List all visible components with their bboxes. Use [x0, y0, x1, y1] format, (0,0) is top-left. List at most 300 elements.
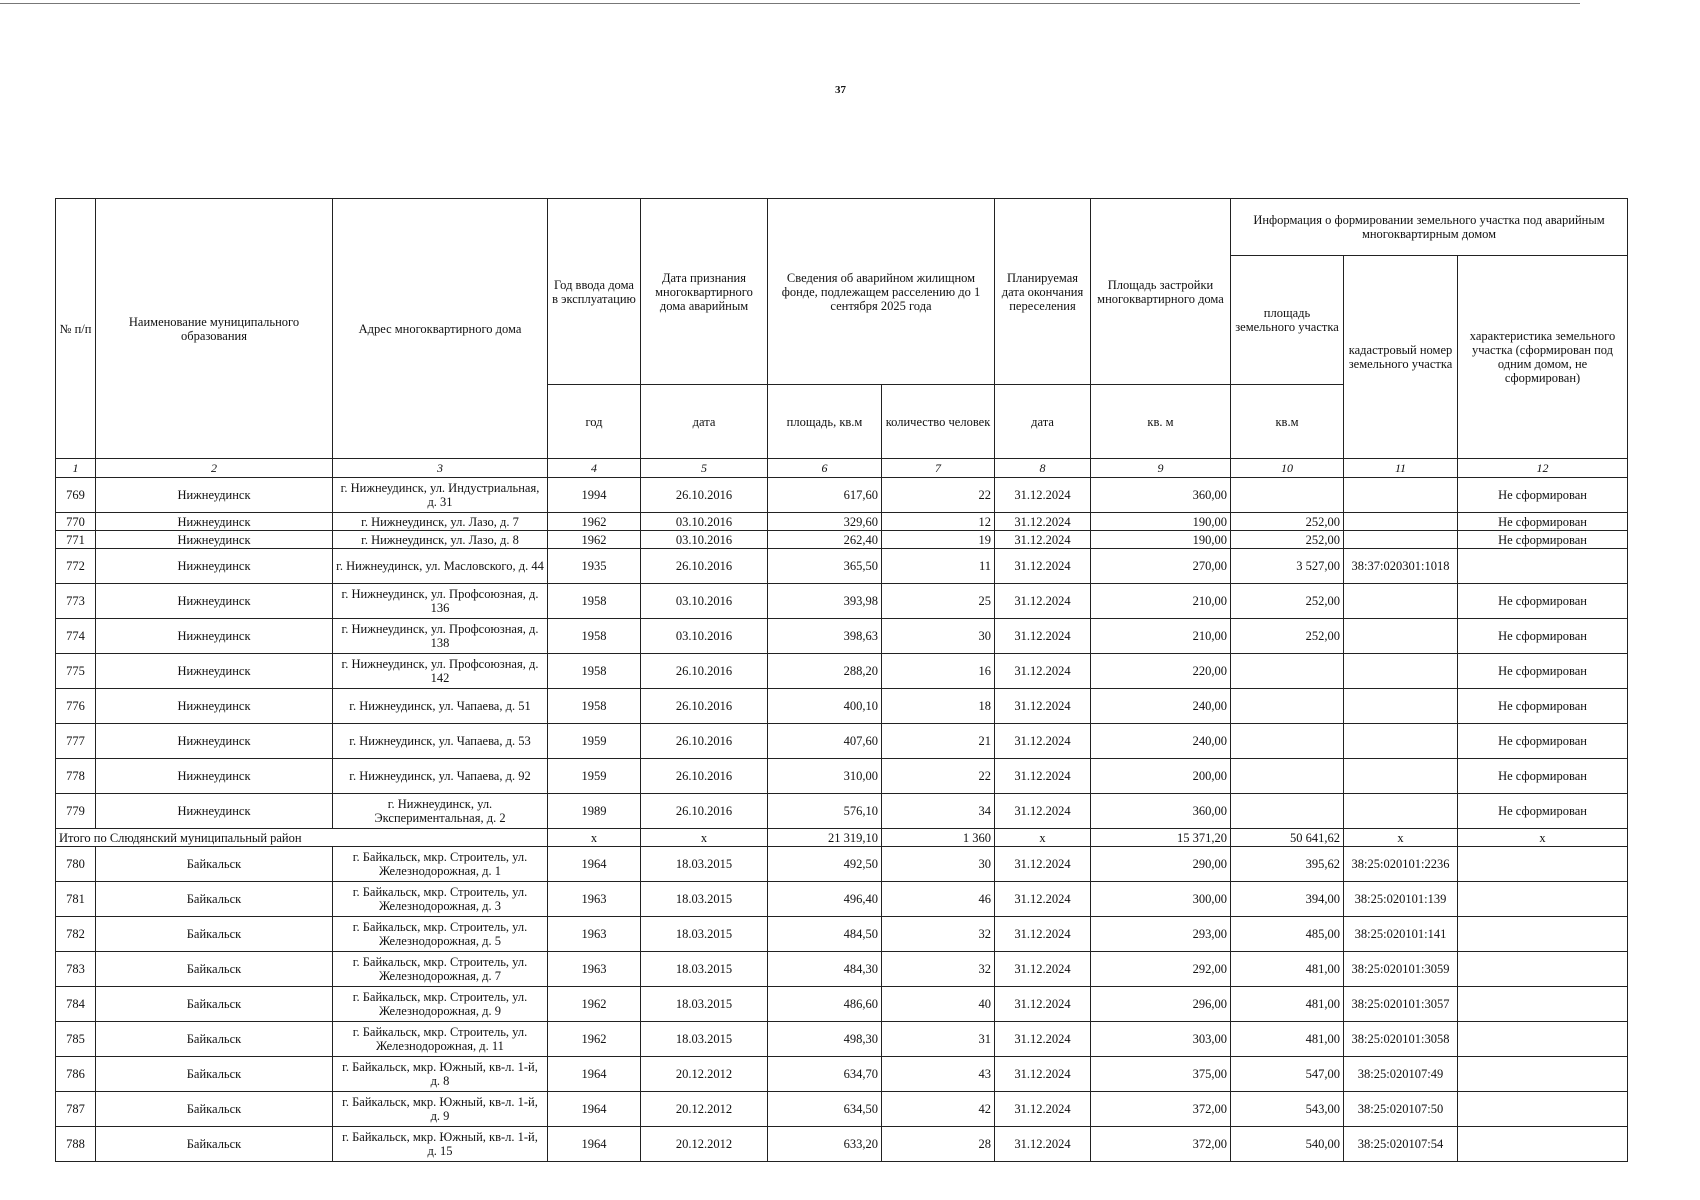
municipality-cell: Нижнеудинск — [96, 794, 333, 829]
header-municipality: Наименование муниципального образования — [96, 199, 333, 459]
land-area-cell: 547,00 — [1231, 1057, 1344, 1092]
characteristic-cell — [1458, 549, 1628, 584]
municipality-cell: Байкальск — [96, 952, 333, 987]
row-number: 786 — [56, 1057, 96, 1092]
cadastral-cell: 38:25:020101:3059 — [1344, 952, 1458, 987]
land-area-cell: 252,00 — [1231, 513, 1344, 531]
characteristic-cell — [1458, 1092, 1628, 1127]
built-area-cell: 360,00 — [1091, 794, 1231, 829]
year-cell: 1994 — [548, 478, 641, 513]
planned-date-cell: 31.12.2024 — [995, 689, 1091, 724]
characteristic-cell: Не сформирован — [1458, 531, 1628, 549]
header-land-area: площадь земельного участка — [1231, 256, 1344, 385]
column-number: 1 — [56, 459, 96, 478]
planned-date-cell: 31.12.2024 — [995, 759, 1091, 794]
land-area-cell — [1231, 654, 1344, 689]
area-cell: 633,20 — [768, 1127, 882, 1162]
area-cell: 498,30 — [768, 1022, 882, 1057]
row-number: 770 — [56, 513, 96, 531]
area-cell: 484,30 — [768, 952, 882, 987]
planned-date-cell: 31.12.2024 — [995, 513, 1091, 531]
cadastral-cell: 38:25:020107:50 — [1344, 1092, 1458, 1127]
built-area-cell: 360,00 — [1091, 478, 1231, 513]
people-cell: 16 — [882, 654, 995, 689]
cadastral-cell — [1344, 478, 1458, 513]
total-date: x — [641, 829, 768, 847]
area-cell: 634,70 — [768, 1057, 882, 1092]
subheader-planned-date: дата — [995, 385, 1091, 459]
top-rule — [0, 3, 1580, 4]
subheader-built-unit: кв. м — [1091, 385, 1231, 459]
year-cell: 1964 — [548, 1092, 641, 1127]
recognition-date-cell: 03.10.2016 — [641, 619, 768, 654]
address-cell: г. Нижнеудинск, ул. Индустриальная, д. 31 — [333, 478, 548, 513]
people-cell: 32 — [882, 917, 995, 952]
total-area: 21 319,10 — [768, 829, 882, 847]
cadastral-cell — [1344, 794, 1458, 829]
people-cell: 21 — [882, 724, 995, 759]
municipality-cell: Байкальск — [96, 1022, 333, 1057]
municipality-cell: Нижнеудинск — [96, 549, 333, 584]
people-cell: 22 — [882, 759, 995, 794]
cadastral-cell — [1344, 689, 1458, 724]
built-area-cell: 300,00 — [1091, 882, 1231, 917]
people-cell: 22 — [882, 478, 995, 513]
recognition-date-cell: 26.10.2016 — [641, 654, 768, 689]
built-area-cell: 220,00 — [1091, 654, 1231, 689]
characteristic-cell: Не сформирован — [1458, 794, 1628, 829]
column-number: 3 — [333, 459, 548, 478]
planned-date-cell: 31.12.2024 — [995, 584, 1091, 619]
land-area-cell: 395,62 — [1231, 847, 1344, 882]
land-area-cell — [1231, 724, 1344, 759]
header-planned-date: Планируемая дата окончания переселения — [995, 199, 1091, 385]
planned-date-cell: 31.12.2024 — [995, 1057, 1091, 1092]
area-cell: 288,20 — [768, 654, 882, 689]
land-area-cell: 543,00 — [1231, 1092, 1344, 1127]
row-number: 782 — [56, 917, 96, 952]
built-area-cell: 303,00 — [1091, 1022, 1231, 1057]
people-cell: 28 — [882, 1127, 995, 1162]
municipality-cell: Нижнеудинск — [96, 724, 333, 759]
people-cell: 42 — [882, 1092, 995, 1127]
header-built-area: Площадь застройки многоквартирного дома — [1091, 199, 1231, 385]
subheader-area: площадь, кв.м — [768, 385, 882, 459]
recognition-date-cell: 26.10.2016 — [641, 759, 768, 794]
page-number: 37 — [835, 84, 846, 96]
planned-date-cell: 31.12.2024 — [995, 1127, 1091, 1162]
planned-date-cell: 31.12.2024 — [995, 531, 1091, 549]
column-number: 6 — [768, 459, 882, 478]
characteristic-cell: Не сформирован — [1458, 584, 1628, 619]
address-cell: г. Нижнеудинск, ул. Экспериментальная, д. 2 — [333, 794, 548, 829]
recognition-date-cell: 26.10.2016 — [641, 689, 768, 724]
table-row — [56, 1092, 1628, 1127]
land-area-cell: 252,00 — [1231, 584, 1344, 619]
characteristic-cell: Не сформирован — [1458, 513, 1628, 531]
municipality-cell: Байкальск — [96, 882, 333, 917]
people-cell: 40 — [882, 987, 995, 1022]
row-number: 775 — [56, 654, 96, 689]
column-number: 12 — [1458, 459, 1628, 478]
area-cell: 407,60 — [768, 724, 882, 759]
column-number: 5 — [641, 459, 768, 478]
address-cell: г. Нижнеудинск, ул. Лазо, д. 8 — [333, 531, 548, 549]
table-row — [56, 1022, 1628, 1057]
cadastral-cell: 38:25:020101:3058 — [1344, 1022, 1458, 1057]
table-row — [56, 654, 1628, 689]
land-area-cell: 481,00 — [1231, 952, 1344, 987]
characteristic-cell: Не сформирован — [1458, 759, 1628, 794]
planned-date-cell: 31.12.2024 — [995, 987, 1091, 1022]
row-number: 778 — [56, 759, 96, 794]
row-number: 787 — [56, 1092, 96, 1127]
built-area-cell: 270,00 — [1091, 549, 1231, 584]
recognition-date-cell: 20.12.2012 — [641, 1057, 768, 1092]
people-cell: 11 — [882, 549, 995, 584]
row-number: 785 — [56, 1022, 96, 1057]
year-cell: 1958 — [548, 654, 641, 689]
characteristic-cell: Не сформирован — [1458, 619, 1628, 654]
cadastral-cell: 38:25:020101:3057 — [1344, 987, 1458, 1022]
table-row — [56, 759, 1628, 794]
subheader-people: количество человек — [882, 385, 995, 459]
table-row — [56, 689, 1628, 724]
subheader-date: дата — [641, 385, 768, 459]
built-area-cell: 293,00 — [1091, 917, 1231, 952]
year-cell: 1962 — [548, 1022, 641, 1057]
year-cell: 1958 — [548, 584, 641, 619]
land-area-cell — [1231, 794, 1344, 829]
table-row — [56, 724, 1628, 759]
row-number: 788 — [56, 1127, 96, 1162]
characteristic-cell — [1458, 882, 1628, 917]
recognition-date-cell: 20.12.2012 — [641, 1127, 768, 1162]
column-number: 10 — [1231, 459, 1344, 478]
planned-date-cell: 31.12.2024 — [995, 917, 1091, 952]
address-cell: г. Нижнеудинск, ул. Чапаева, д. 51 — [333, 689, 548, 724]
people-cell: 34 — [882, 794, 995, 829]
header-emergency-fund: Сведения об аварийном жилищном фонде, подлежащем расселению до 1 сентября 2025 года — [768, 199, 995, 385]
cadastral-cell — [1344, 654, 1458, 689]
year-cell: 1963 — [548, 952, 641, 987]
address-cell: г. Байкальск, мкр. Строитель, ул. Железнодорожная, д. 11 — [333, 1022, 548, 1057]
characteristic-cell — [1458, 917, 1628, 952]
characteristic-cell: Не сформирован — [1458, 654, 1628, 689]
area-cell: 484,50 — [768, 917, 882, 952]
built-area-cell: 190,00 — [1091, 513, 1231, 531]
total-people: 1 360 — [882, 829, 995, 847]
built-area-cell: 200,00 — [1091, 759, 1231, 794]
characteristic-cell — [1458, 847, 1628, 882]
total-year: x — [548, 829, 641, 847]
address-cell: г. Байкальск, мкр. Южный, кв-л. 1-й, д. 8 — [333, 1057, 548, 1092]
characteristic-cell — [1458, 952, 1628, 987]
column-number: 9 — [1091, 459, 1231, 478]
area-cell: 310,00 — [768, 759, 882, 794]
year-cell: 1989 — [548, 794, 641, 829]
column-number: 4 — [548, 459, 641, 478]
table-row — [56, 917, 1628, 952]
area-cell: 496,40 — [768, 882, 882, 917]
built-area-cell: 375,00 — [1091, 1057, 1231, 1092]
cadastral-cell — [1344, 513, 1458, 531]
area-cell: 398,63 — [768, 619, 882, 654]
subheader-land-unit: кв.м — [1231, 385, 1344, 459]
year-cell: 1962 — [548, 513, 641, 531]
table-row — [56, 794, 1628, 829]
year-cell: 1963 — [548, 882, 641, 917]
land-area-cell: 252,00 — [1231, 619, 1344, 654]
address-cell: г. Байкальск, мкр. Южный, кв-л. 1-й, д. 15 — [333, 1127, 548, 1162]
address-cell: г. Нижнеудинск, ул. Лазо, д. 7 — [333, 513, 548, 531]
recognition-date-cell: 18.03.2015 — [641, 917, 768, 952]
people-cell: 43 — [882, 1057, 995, 1092]
land-area-cell: 3 527,00 — [1231, 549, 1344, 584]
table-row — [56, 584, 1628, 619]
address-cell: г. Байкальск, мкр. Строитель, ул. Железнодорожная, д. 1 — [333, 847, 548, 882]
area-cell: 576,10 — [768, 794, 882, 829]
header-year: Год ввода дома в эксплуатацию — [548, 199, 641, 385]
municipality-cell: Байкальск — [96, 1127, 333, 1162]
row-number: 784 — [56, 987, 96, 1022]
address-cell: г. Нижнеудинск, ул. Профсоюзная, д. 142 — [333, 654, 548, 689]
municipality-cell: Байкальск — [96, 847, 333, 882]
address-cell: г. Байкальск, мкр. Строитель, ул. Железнодорожная, д. 7 — [333, 952, 548, 987]
year-cell: 1935 — [548, 549, 641, 584]
header-number: № п/п — [56, 199, 96, 459]
planned-date-cell: 31.12.2024 — [995, 794, 1091, 829]
address-cell: г. Нижнеудинск, ул. Профсоюзная, д. 136 — [333, 584, 548, 619]
land-area-cell — [1231, 689, 1344, 724]
address-cell: г. Байкальск, мкр. Южный, кв-л. 1-й, д. 9 — [333, 1092, 548, 1127]
cadastral-cell: 38:25:020101:139 — [1344, 882, 1458, 917]
table-row — [56, 549, 1628, 584]
table-row — [56, 1127, 1628, 1162]
row-number: 776 — [56, 689, 96, 724]
row-number: 781 — [56, 882, 96, 917]
characteristic-cell: Не сформирован — [1458, 478, 1628, 513]
people-cell: 31 — [882, 1022, 995, 1057]
municipality-cell: Нижнеудинск — [96, 689, 333, 724]
table-body-nizhneudinsk — [56, 478, 1628, 829]
table-row — [56, 619, 1628, 654]
column-number: 8 — [995, 459, 1091, 478]
planned-date-cell: 31.12.2024 — [995, 478, 1091, 513]
land-area-cell: 252,00 — [1231, 531, 1344, 549]
municipality-cell: Нижнеудинск — [96, 513, 333, 531]
recognition-date-cell: 26.10.2016 — [641, 549, 768, 584]
address-cell: г. Нижнеудинск, ул. Чапаева, д. 53 — [333, 724, 548, 759]
planned-date-cell: 31.12.2024 — [995, 724, 1091, 759]
header-land-characteristic: характеристика земельного участка (сформирован под одним домом, не сформирован) — [1458, 256, 1628, 459]
year-cell: 1963 — [548, 917, 641, 952]
recognition-date-cell: 26.10.2016 — [641, 794, 768, 829]
municipality-cell: Нижнеудинск — [96, 478, 333, 513]
address-cell: г. Байкальск, мкр. Строитель, ул. Железнодорожная, д. 3 — [333, 882, 548, 917]
land-area-cell — [1231, 759, 1344, 794]
planned-date-cell: 31.12.2024 — [995, 847, 1091, 882]
municipality-cell: Нижнеудинск — [96, 531, 333, 549]
recognition-date-cell: 26.10.2016 — [641, 724, 768, 759]
area-cell: 492,50 — [768, 847, 882, 882]
municipality-cell: Нижнеудинск — [96, 584, 333, 619]
year-cell: 1962 — [548, 531, 641, 549]
people-cell: 32 — [882, 952, 995, 987]
built-area-cell: 372,00 — [1091, 1127, 1231, 1162]
column-number: 11 — [1344, 459, 1458, 478]
planned-date-cell: 31.12.2024 — [995, 882, 1091, 917]
address-cell: г. Нижнеудинск, ул. Чапаева, д. 92 — [333, 759, 548, 794]
year-cell: 1964 — [548, 847, 641, 882]
built-area-cell: 372,00 — [1091, 1092, 1231, 1127]
land-area-cell: 540,00 — [1231, 1127, 1344, 1162]
people-cell: 30 — [882, 847, 995, 882]
year-cell: 1964 — [548, 1057, 641, 1092]
table-row — [56, 478, 1628, 513]
total-built-area: 15 371,20 — [1091, 829, 1231, 847]
table-row — [56, 882, 1628, 917]
row-number: 769 — [56, 478, 96, 513]
recognition-date-cell: 18.03.2015 — [641, 952, 768, 987]
planned-date-cell: 31.12.2024 — [995, 619, 1091, 654]
people-cell: 30 — [882, 619, 995, 654]
municipality-cell: Нижнеудинск — [96, 759, 333, 794]
year-cell: 1958 — [548, 689, 641, 724]
column-number-row — [56, 459, 1628, 478]
characteristic-cell: Не сформирован — [1458, 724, 1628, 759]
address-cell: г. Нижнеудинск, ул. Масловского, д. 44 — [333, 549, 548, 584]
header-land-info: Информация о формировании земельного участка под аварийным многоквартирным домом — [1231, 199, 1628, 256]
built-area-cell: 296,00 — [1091, 987, 1231, 1022]
area-cell: 365,50 — [768, 549, 882, 584]
subheader-year: год — [548, 385, 641, 459]
table-row — [56, 847, 1628, 882]
recognition-date-cell: 18.03.2015 — [641, 1022, 768, 1057]
characteristic-cell — [1458, 1057, 1628, 1092]
people-cell: 25 — [882, 584, 995, 619]
year-cell: 1959 — [548, 724, 641, 759]
recognition-date-cell: 03.10.2016 — [641, 584, 768, 619]
cadastral-cell — [1344, 759, 1458, 794]
area-cell: 486,60 — [768, 987, 882, 1022]
built-area-cell: 240,00 — [1091, 689, 1231, 724]
area-cell: 400,10 — [768, 689, 882, 724]
characteristic-cell: Не сформирован — [1458, 689, 1628, 724]
table-row — [56, 1057, 1628, 1092]
land-area-cell: 481,00 — [1231, 1022, 1344, 1057]
table-header — [56, 199, 1628, 478]
recognition-date-cell: 18.03.2015 — [641, 847, 768, 882]
area-cell: 634,50 — [768, 1092, 882, 1127]
municipality-cell: Байкальск — [96, 1092, 333, 1127]
table-total — [56, 829, 1628, 847]
land-area-cell — [1231, 478, 1344, 513]
characteristic-cell — [1458, 987, 1628, 1022]
cadastral-cell: 38:25:020107:54 — [1344, 1127, 1458, 1162]
total-characteristic: x — [1458, 829, 1628, 847]
total-land-area: 50 641,62 — [1231, 829, 1344, 847]
characteristic-cell — [1458, 1127, 1628, 1162]
address-cell: г. Байкальск, мкр. Строитель, ул. Железнодорожная, д. 5 — [333, 917, 548, 952]
row-number: 772 — [56, 549, 96, 584]
total-label: Итого по Слюдянский муниципальный район — [56, 829, 548, 847]
land-area-cell: 485,00 — [1231, 917, 1344, 952]
total-row — [56, 829, 1628, 847]
row-number: 780 — [56, 847, 96, 882]
municipality-cell: Байкальск — [96, 987, 333, 1022]
land-area-cell: 394,00 — [1231, 882, 1344, 917]
table-row — [56, 952, 1628, 987]
area-cell: 393,98 — [768, 584, 882, 619]
planned-date-cell: 31.12.2024 — [995, 549, 1091, 584]
cadastral-cell — [1344, 724, 1458, 759]
cadastral-cell — [1344, 531, 1458, 549]
table-body-baikalsk — [56, 847, 1628, 1162]
year-cell: 1958 — [548, 619, 641, 654]
recognition-date-cell: 03.10.2016 — [641, 531, 768, 549]
table-row — [56, 987, 1628, 1022]
cadastral-cell — [1344, 619, 1458, 654]
municipality-cell: Нижнеудинск — [96, 619, 333, 654]
people-cell: 18 — [882, 689, 995, 724]
recognition-date-cell: 18.03.2015 — [641, 882, 768, 917]
recognition-date-cell: 20.12.2012 — [641, 1092, 768, 1127]
row-number: 774 — [56, 619, 96, 654]
built-area-cell: 190,00 — [1091, 531, 1231, 549]
built-area-cell: 240,00 — [1091, 724, 1231, 759]
header-cadastral-number: кадастровый номер земельного участка — [1344, 256, 1458, 459]
cadastral-cell: 38:25:020101:141 — [1344, 917, 1458, 952]
people-cell: 12 — [882, 513, 995, 531]
register-table — [55, 198, 1628, 1162]
people-cell: 19 — [882, 531, 995, 549]
cadastral-cell — [1344, 584, 1458, 619]
total-planned: x — [995, 829, 1091, 847]
municipality-cell: Нижнеудинск — [96, 654, 333, 689]
cadastral-cell: 38:25:020107:49 — [1344, 1057, 1458, 1092]
column-number: 7 — [882, 459, 995, 478]
people-cell: 46 — [882, 882, 995, 917]
built-area-cell: 210,00 — [1091, 584, 1231, 619]
area-cell: 262,40 — [768, 531, 882, 549]
cadastral-cell: 38:25:020101:2236 — [1344, 847, 1458, 882]
planned-date-cell: 31.12.2024 — [995, 1092, 1091, 1127]
address-cell: г. Нижнеудинск, ул. Профсоюзная, д. 138 — [333, 619, 548, 654]
planned-date-cell: 31.12.2024 — [995, 1022, 1091, 1057]
land-area-cell: 481,00 — [1231, 987, 1344, 1022]
header-recognition-date: Дата признания многоквартирного дома аварийным — [641, 199, 768, 385]
cadastral-cell: 38:37:020301:1018 — [1344, 549, 1458, 584]
built-area-cell: 292,00 — [1091, 952, 1231, 987]
recognition-date-cell: 26.10.2016 — [641, 478, 768, 513]
row-number: 777 — [56, 724, 96, 759]
year-cell: 1962 — [548, 987, 641, 1022]
column-number: 2 — [96, 459, 333, 478]
recognition-date-cell: 03.10.2016 — [641, 513, 768, 531]
built-area-cell: 290,00 — [1091, 847, 1231, 882]
built-area-cell: 210,00 — [1091, 619, 1231, 654]
row-number: 771 — [56, 531, 96, 549]
municipality-cell: Байкальск — [96, 917, 333, 952]
address-cell: г. Байкальск, мкр. Строитель, ул. Железнодорожная, д. 9 — [333, 987, 548, 1022]
characteristic-cell — [1458, 1022, 1628, 1057]
row-number: 779 — [56, 794, 96, 829]
table-row — [56, 531, 1628, 549]
row-number: 773 — [56, 584, 96, 619]
year-cell: 1959 — [548, 759, 641, 794]
municipality-cell: Байкальск — [96, 1057, 333, 1092]
